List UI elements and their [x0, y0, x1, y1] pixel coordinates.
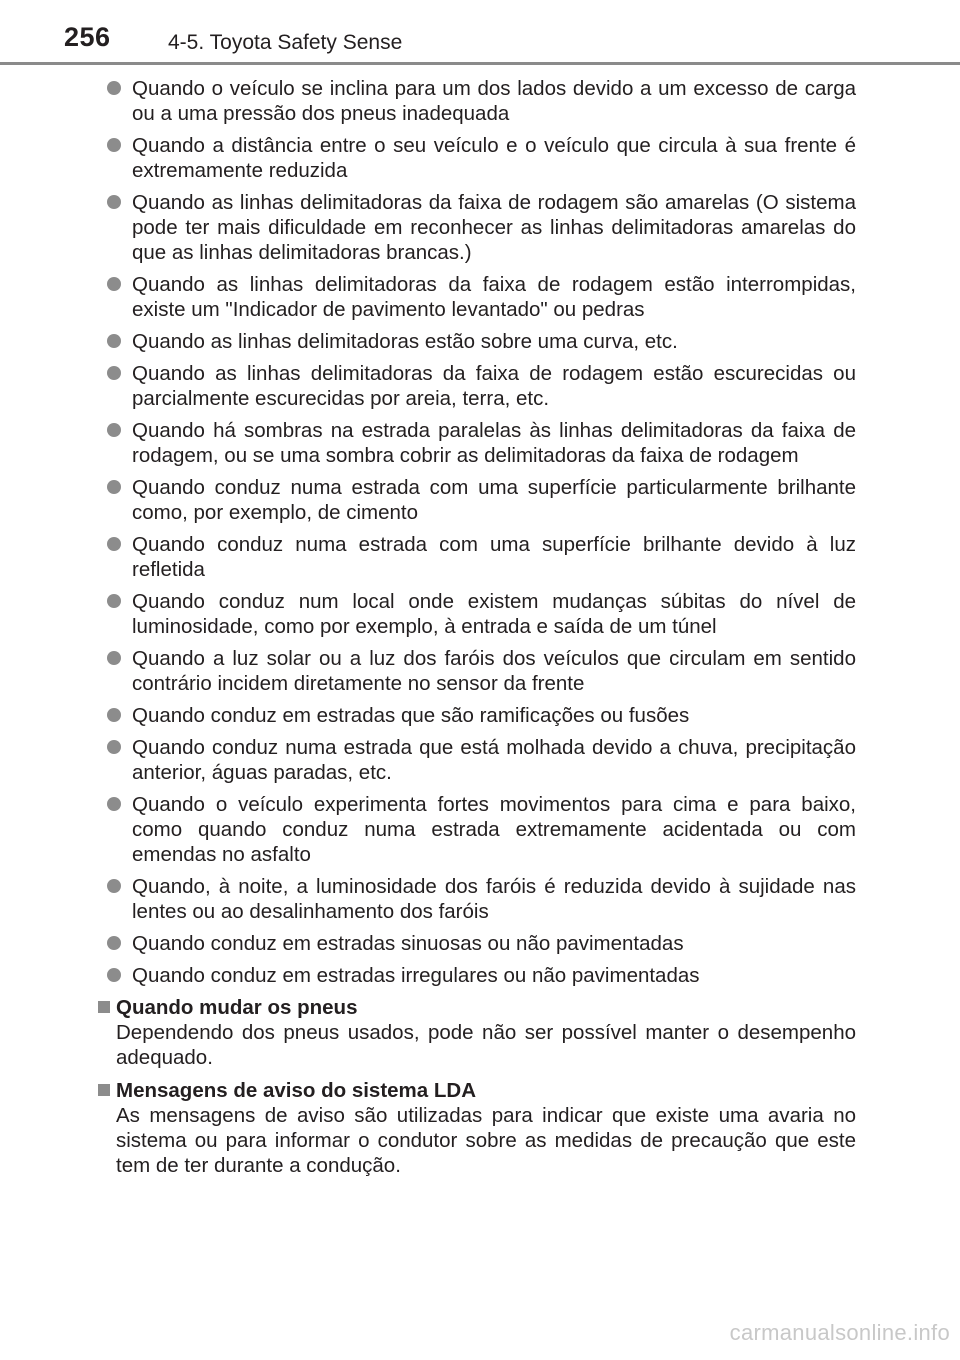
watermark: carmanualsonline.info [729, 1320, 950, 1345]
bullet-icon [107, 968, 121, 982]
list-item: Quando as linhas delimitadoras da faixa de rodagem estão escurecidas ou parcialmente escurecidas por areia, terra, etc. [132, 361, 856, 411]
header-divider [0, 62, 960, 65]
bullet-icon [107, 651, 121, 665]
sub-section-body: Dependendo dos pneus usados, pode não ser possível manter o desempenho adequado. [116, 1021, 856, 1069]
list-item: Quando conduz em estradas irregulares ou não pavimentadas [132, 963, 856, 988]
sub-section-body: As mensagens de aviso são utilizadas para indicar que existe uma avaria no sistema ou para informar o condutor sobre as medidas de precaução que este tem de ter durante a condução. [116, 1104, 856, 1177]
section-title: 4-5. Toyota Safety Sense [168, 31, 403, 54]
list-item: Quando a luz solar ou a luz dos faróis dos veículos que circulam em sentido contrário incidem diretamente no sensor da frente [132, 646, 856, 696]
list-item: Quando conduz em estradas sinuosas ou não pavimentadas [132, 931, 856, 956]
bullet-icon [107, 195, 121, 209]
square-bullet-icon [98, 1001, 110, 1013]
bullet-icon [107, 138, 121, 152]
bullet-list [0, 76, 960, 988]
list-item: Quando o veículo experimenta fortes movimentos para cima e para baixo, como quando conduz numa estrada extremamente acidentada ou com emendas no asfalto [132, 792, 856, 867]
list-item: Quando as linhas delimitadoras da faixa de rodagem estão interrompidas, existe um "Indicador de pavimento levantado" ou pedras [132, 272, 856, 322]
bullet-icon [107, 423, 121, 437]
list-item: Quando conduz em estradas que são ramificações ou fusões [132, 703, 856, 728]
list-item: Quando as linhas delimitadoras estão sobre uma curva, etc. [132, 329, 856, 354]
list-item: Quando a distância entre o seu veículo e o veículo que circula à sua frente é extremamente reduzida [132, 133, 856, 183]
sub-section-tires [116, 995, 856, 1070]
page-header [0, 0, 960, 64]
bullet-icon [107, 81, 121, 95]
sub-sections [0, 995, 960, 1178]
bullet-icon [107, 740, 121, 754]
bullet-icon [107, 708, 121, 722]
page-content [0, 76, 960, 1186]
sub-section-lda-messages [116, 1078, 856, 1178]
bullet-icon [107, 879, 121, 893]
bullet-icon [107, 334, 121, 348]
bullet-icon [107, 277, 121, 291]
sub-section-title: Quando mudar os pneus [116, 996, 358, 1019]
list-item: Quando conduz numa estrada com uma superfície particularmente brilhante como, por exemplo, de cimento [132, 475, 856, 525]
bullet-icon [107, 936, 121, 950]
bullet-icon [107, 797, 121, 811]
page-number: 256 [64, 22, 111, 52]
bullet-icon [107, 594, 121, 608]
sub-section-title: Mensagens de aviso do sistema LDA [116, 1079, 477, 1102]
list-item: Quando conduz num local onde existem mudanças súbitas do nível de luminosidade, como por exemplo, à entrada e saída de um túnel [132, 589, 856, 639]
bullet-icon [107, 480, 121, 494]
list-item: Quando, à noite, a luminosidade dos faróis é reduzida devido à sujidade nas lentes ou ao desalinhamento dos faróis [132, 874, 856, 924]
bullet-icon [107, 366, 121, 380]
list-item: Quando há sombras na estrada paralelas às linhas delimitadoras da faixa de rodagem, ou se uma sombra cobrir as delimitadoras da faixa de rodagem [132, 418, 856, 468]
bullet-icon [107, 537, 121, 551]
list-item: Quando o veículo se inclina para um dos lados devido a um excesso de carga ou a uma pressão dos pneus inadequada [132, 76, 856, 126]
list-item: Quando conduz numa estrada com uma superfície brilhante devido à luz refletida [132, 532, 856, 582]
list-item: Quando as linhas delimitadoras da faixa de rodagem são amarelas (O sistema pode ter mais dificuldade em reconhecer as linhas delimitadoras amarelas do que as linhas delimitadoras brancas.) [132, 190, 856, 265]
list-item: Quando conduz numa estrada que está molhada devido a chuva, precipitação anterior, águas paradas, etc. [132, 735, 856, 785]
square-bullet-icon [98, 1084, 110, 1096]
